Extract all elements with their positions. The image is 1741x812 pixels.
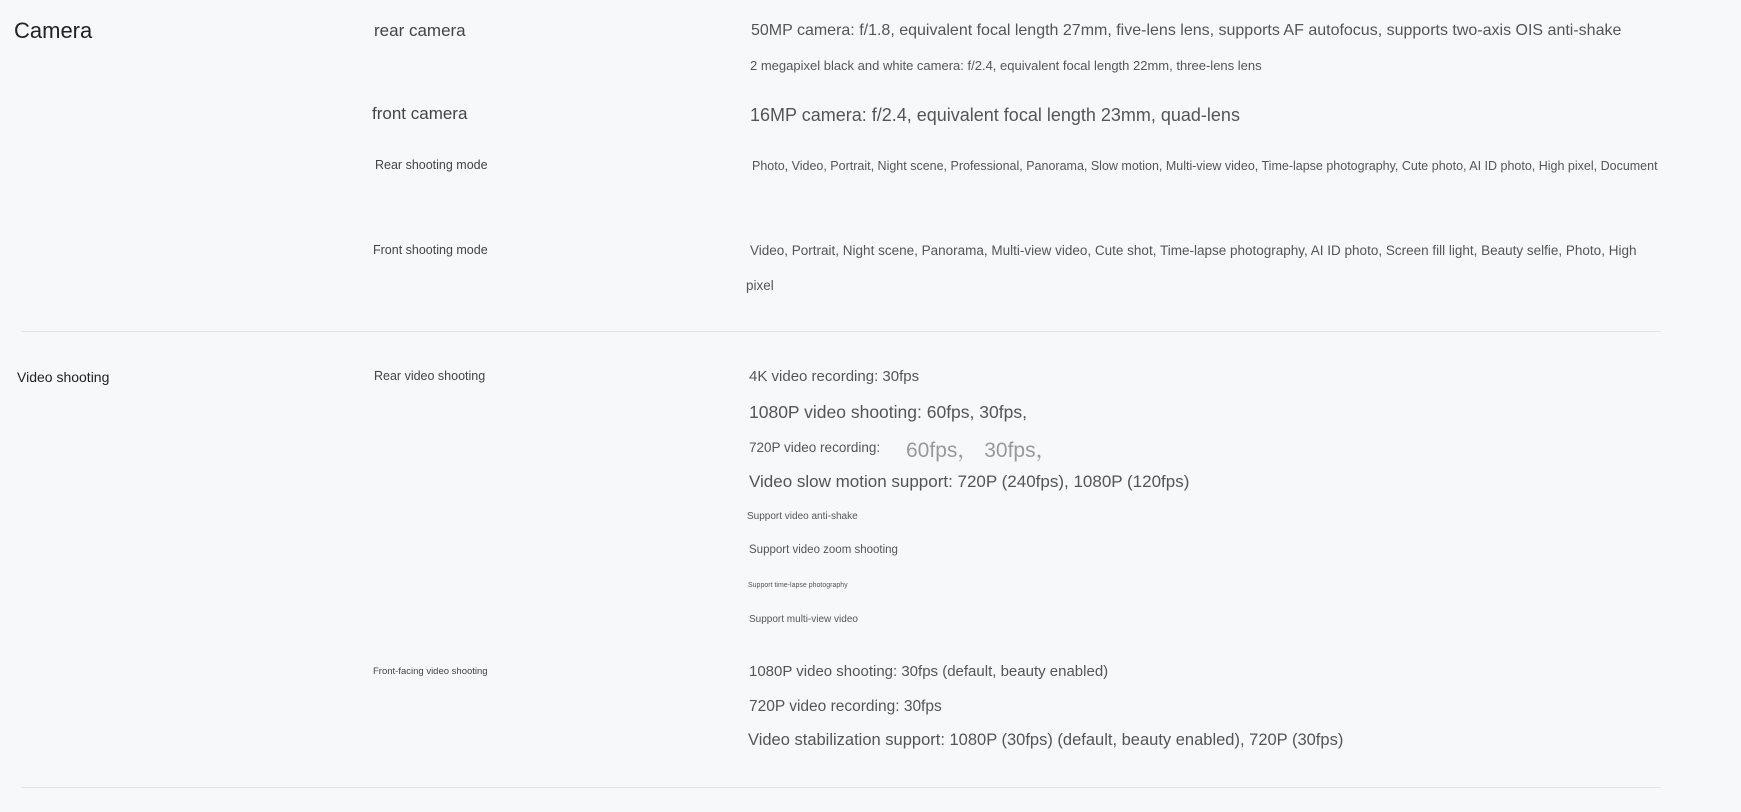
camera-section-title: Camera	[14, 18, 93, 43]
rear-video-1080p: 1080P video shooting: 60fps, 30fps,	[749, 402, 1027, 422]
front-shooting-mode-label: Front shooting mode	[373, 243, 488, 257]
rear-shooting-mode-label: Rear shooting mode	[375, 158, 488, 172]
rear-video-4k: 4K video recording: 30fps	[749, 368, 920, 385]
video-section-title: Video shooting	[17, 369, 110, 385]
rear-camera-main-spec: 50MP camera: f/1.8, equivalent focal length 27mm, five-lens lens, supports AF autofocus, supports two-axis OIS anti-shake	[751, 22, 1622, 39]
rear-camera-label: rear camera	[374, 21, 466, 40]
front-shooting-mode-value-cont: pixel	[746, 278, 774, 293]
rear-video-slowmo: Video slow motion support: 720P (240fps), 1080P (120fps)	[749, 472, 1190, 491]
rear-video-antishake: Support video anti-shake	[747, 511, 858, 522]
front-camera-spec: 16MP camera: f/2.4, equivalent focal length 23mm, quad-lens	[750, 105, 1240, 125]
front-camera-label: front camera	[372, 104, 468, 123]
front-video-1080p: 1080P video shooting: 30fps (default, beauty enabled)	[749, 663, 1109, 680]
rear-video-multiview: Support multi-view video	[749, 614, 858, 625]
section-divider	[21, 331, 1661, 332]
front-video-label: Front-facing video shooting	[373, 666, 488, 677]
rear-video-720p-fps: 60fps， 30fps，	[906, 439, 1057, 462]
front-shooting-mode-value: Video, Portrait, Night scene, Panorama, Multi-view video, Cute shot, Time-lapse photography, AI ID photo, Screen fill light, Beauty selfie, Photo, High	[750, 243, 1637, 258]
rear-video-timelapse: Support time-lapse photography	[748, 582, 848, 589]
front-video-stabilization: Video stabilization support: 1080P (30fps) (default, beauty enabled), 720P (30fps)	[748, 731, 1344, 749]
rear-video-label: Rear video shooting	[374, 369, 486, 383]
rear-shooting-mode-value: Photo, Video, Portrait, Night scene, Professional, Panorama, Slow motion, Multi-view video, Time-lapse photography, Cute photo, AI ID photo, High pixel, Document	[752, 159, 1658, 173]
rear-video-720p-label: 720P video recording:	[749, 440, 881, 455]
rear-camera-mono-spec: 2 megapixel black and white camera: f/2.4, equivalent focal length 22mm, three-lens lens	[750, 58, 1262, 73]
section-divider-bottom	[21, 787, 1661, 788]
front-video-720p: 720P video recording: 30fps	[749, 698, 942, 715]
rear-video-zoom: Support video zoom shooting	[749, 544, 898, 556]
